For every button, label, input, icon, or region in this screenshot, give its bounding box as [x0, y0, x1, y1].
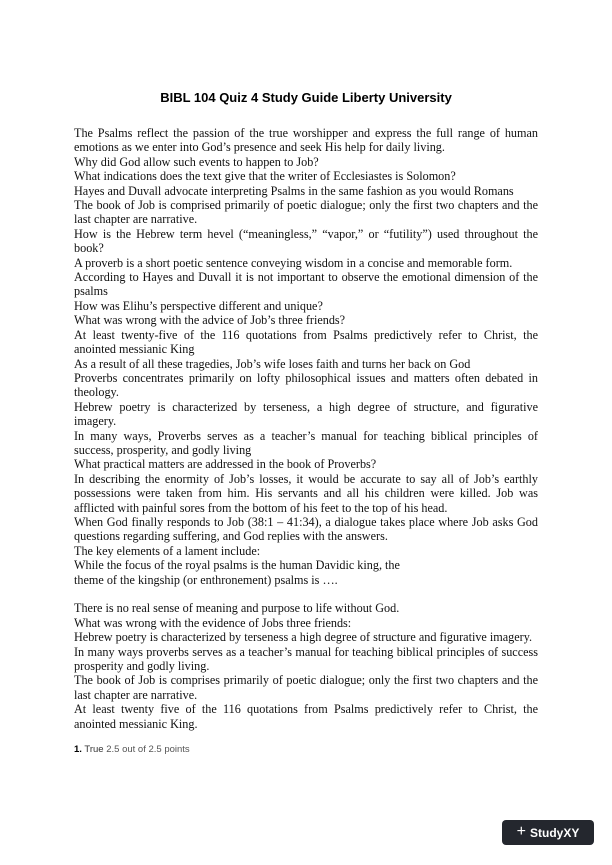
paragraph: The book of Job is comprised primarily of poetic dialogue; only the first two chapters and the last chapter are narrative.: [74, 198, 538, 227]
answer-label: True: [84, 744, 104, 755]
paragraph: How was Elihu’s perspective different and unique?: [74, 298, 323, 313]
paragraph: According to Hayes and Duvall it is not important to observe the emotional dimension of the psalms: [74, 270, 538, 299]
paragraph: What practical matters are addressed in the book of Proverbs?: [74, 457, 377, 472]
paragraph: In describing the enormity of Job’s losses, it would be accurate to say all of Job’s earthly possessions were taken from him. His servants and all his children were killed. Job was afflicted with painful sores from the bottom of his feet to the top of his head.: [74, 471, 538, 515]
studyxy-badge[interactable]: [502, 820, 594, 845]
paragraph: In many ways, Proverbs serves as a teacher’s manual for teaching biblical principles of success, prosperity, and godly living: [74, 428, 538, 457]
paragraph: The key elements of a lament include:: [74, 543, 261, 558]
paragraph: A proverb is a short poetic sentence conveying wisdom in a concise and memorable form.: [74, 255, 513, 270]
paragraph: theme of the kingship (or enthronement) psalms is ….: [74, 572, 338, 587]
paragraph: The Psalms reflect the passion of the true worshipper and express the full range of human emotions as we enter into God’s presence and seek His help for daily living.: [74, 126, 538, 155]
paragraph: What indications does the text give that the writer of Ecclesiastes is Solomon?: [74, 169, 456, 184]
paragraph: At least twenty five of the 116 quotations from Psalms predictively refer to Christ, the anointed messianic King.: [74, 702, 538, 731]
paragraph: At least twenty-five of the 116 quotations from Psalms predictively refer to Christ, the anointed messianic King: [74, 327, 538, 357]
paragraph: How is the Hebrew term hevel (“meaningless,” “vapor,” or “futility”) used throughout the book?: [74, 226, 538, 256]
paragraph: Hayes and Duvall advocate interpreting Psalms in the same fashion as you would Romans: [74, 183, 514, 198]
paragraph: In many ways proverbs serves as a teacher’s manual for teaching biblical principles of success prosperity and godly living.: [74, 644, 538, 674]
blank-line: [74, 587, 538, 601]
answer-line: [74, 744, 190, 755]
paragraph: Why did God allow such events to happen to Job?: [74, 154, 319, 169]
brand-name: StudyXY: [530, 825, 580, 840]
paragraph: Hebrew poetry is characterized by terseness, a high degree of structure, and figurative imagery.: [74, 399, 538, 429]
plus-icon: +: [516, 822, 526, 840]
paragraph: The book of Job is comprises primarily of poetic dialogue; only the first two chapters and the last chapter are narrative.: [74, 673, 538, 702]
paragraph: There is no real sense of meaning and purpose to life without God.: [74, 601, 400, 616]
paragraph: What was wrong with the advice of Job’s three friends?: [74, 313, 346, 328]
paragraph: Proverbs concentrates primarily on lofty philosophical issues and matters often debated in theology.: [74, 370, 538, 400]
document-body: [74, 126, 538, 731]
paragraph: As a result of all these tragedies, Job’s wife loses faith and turns her back on God: [74, 356, 471, 371]
paragraph: Hebrew poetry is characterized by terseness a high degree of structure and figurative imagery.: [74, 630, 533, 645]
paragraph: While the focus of the royal psalms is the human Davidic king, the: [74, 558, 400, 573]
paragraph: When God finally responds to Job (38:1 – 41:34), a dialogue takes place where Job asks God questions regarding suffering, and God replies with the answers.: [74, 514, 538, 544]
answer-number: 1.: [74, 744, 82, 755]
answer-score: 2.5 out of 2.5 points: [106, 744, 190, 755]
document-title: BIBL 104 Quiz 4 Study Guide Liberty University: [160, 90, 452, 105]
paragraph: What was wrong with the evidence of Jobs three friends:: [74, 615, 352, 630]
